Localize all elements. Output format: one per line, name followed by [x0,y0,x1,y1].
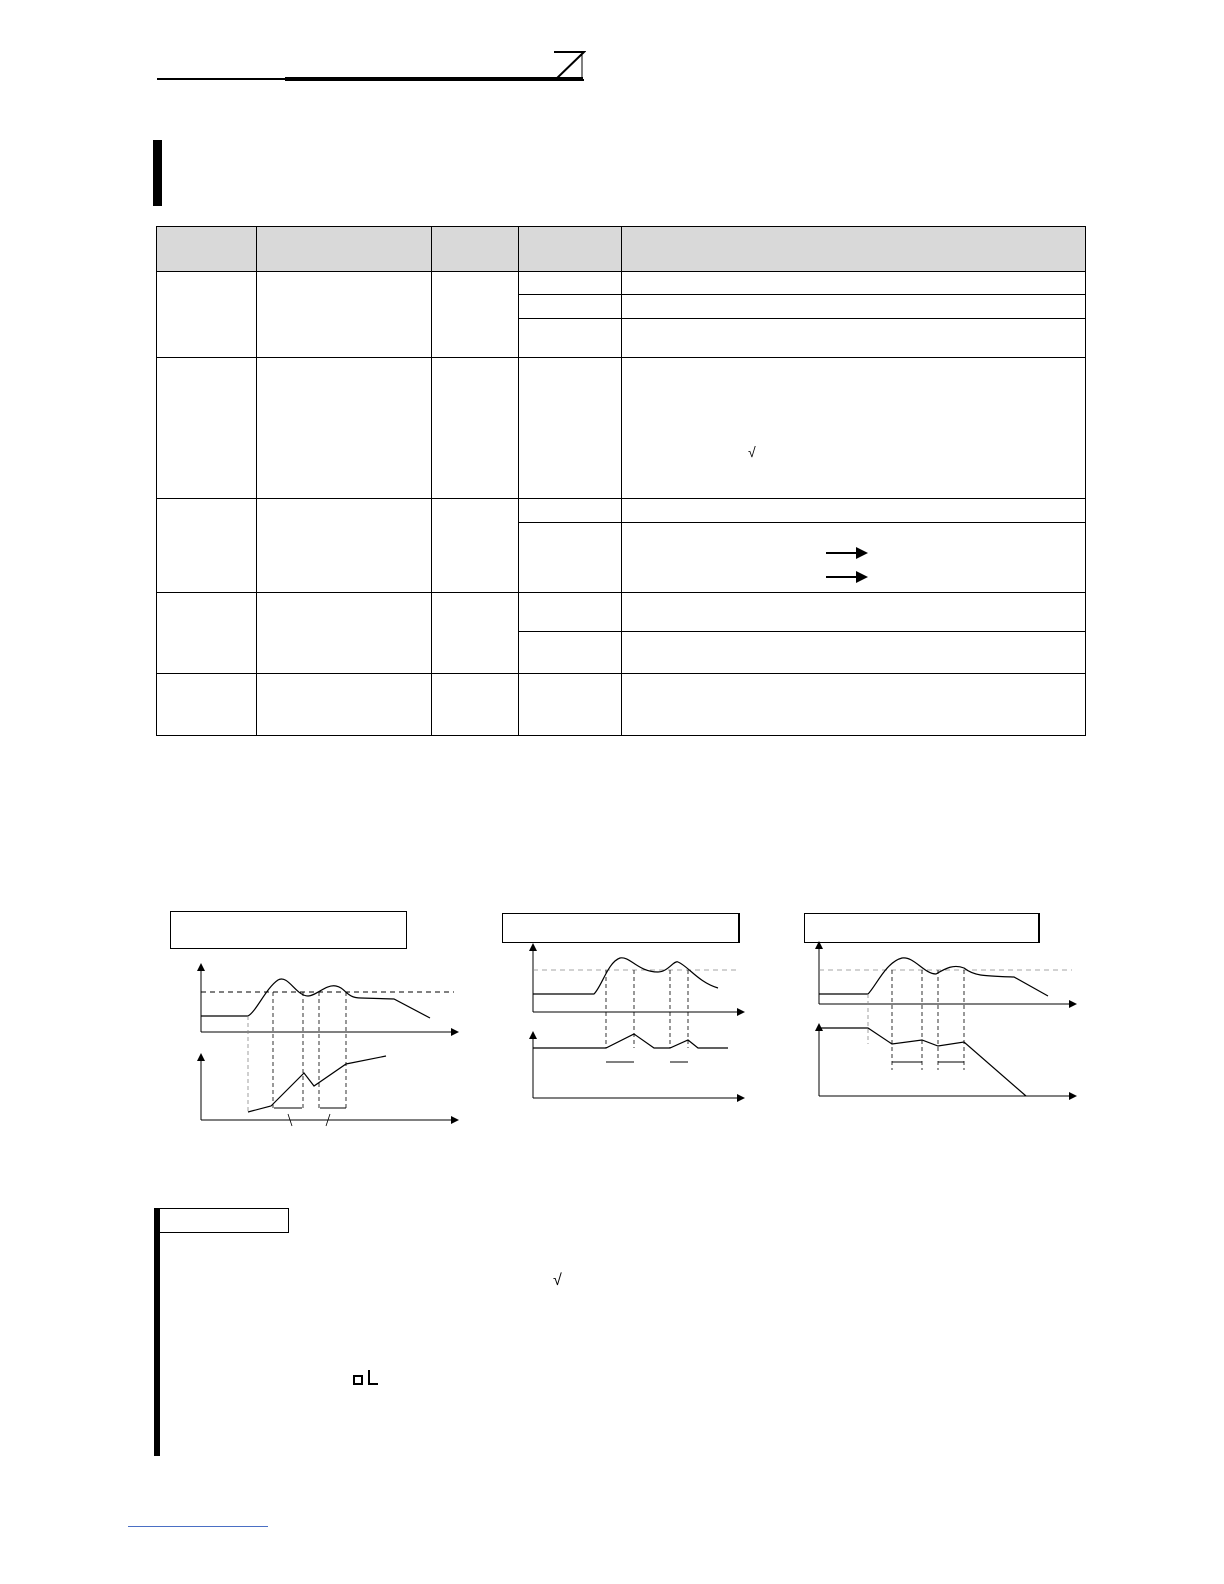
table-row [157,499,1086,522]
graph-c-label-box [804,913,1040,943]
initial-value-cell [432,592,519,673]
description-cell [622,272,1086,295]
setting-range-cell [519,295,622,318]
param-name-cell [257,592,432,673]
description-cell [622,358,1086,499]
param-name-cell [257,674,432,736]
header-rule [285,77,583,81]
param-name-cell [257,499,432,592]
setting-range-cell [519,499,622,522]
setting-range-cell [519,358,622,499]
initial-value-cell [432,272,519,358]
table-row [157,272,1086,295]
setting-range-cell [519,272,622,295]
header-cell-name [257,227,432,272]
graph-a-label-box [170,911,407,949]
param-name-cell [257,272,432,358]
formula-sqrt-glyph: √ [553,1272,562,1289]
graph-b-label-box [502,913,740,943]
table-header-row [157,227,1086,272]
header-cell-description [622,227,1086,272]
setting-range-cell [519,522,622,592]
setting-range-cell [519,592,622,632]
setting-range-cell [519,632,622,674]
graph-c-timing-guides [814,940,1079,1080]
initial-value-cell [432,674,519,736]
setting-range-cell [519,318,622,358]
setting-range-cell [519,674,622,736]
seven-segment-oL-icon [352,1368,380,1386]
header-cell-param-number [157,227,257,272]
description-cell [622,499,1086,522]
graph-a-timing-guides [196,962,461,1122]
description-cell [622,318,1086,358]
initial-value-cell [432,358,519,499]
remarks-bar [154,1208,160,1456]
description-cell [622,632,1086,674]
initial-value-cell [432,499,519,592]
section-marker-bar [153,140,162,206]
description-cell [622,674,1086,736]
param-name-cell [257,358,432,499]
param-number-cell [157,358,257,499]
header-rule-thin [157,78,285,80]
parameter-table [156,226,1086,736]
param-number-cell [157,272,257,358]
table-row [157,674,1086,736]
param-number-cell [157,674,257,736]
header-cell-initial-value [432,227,519,272]
z-fold-logo-icon [552,50,586,82]
right-arrow-icon [826,570,868,584]
description-cell [622,295,1086,318]
footer-link-underline[interactable] [128,1526,268,1527]
remarks-tab [160,1208,289,1233]
description-cell [622,592,1086,632]
param-number-cell [157,499,257,592]
formula-sqrt-glyph: √ [748,444,756,460]
table-row [157,358,1086,499]
right-arrow-icon [826,546,868,560]
param-number-cell [157,592,257,673]
table-row [157,592,1086,632]
header-cell-setting-range [519,227,622,272]
graph-b-timing-guides [528,942,748,1082]
